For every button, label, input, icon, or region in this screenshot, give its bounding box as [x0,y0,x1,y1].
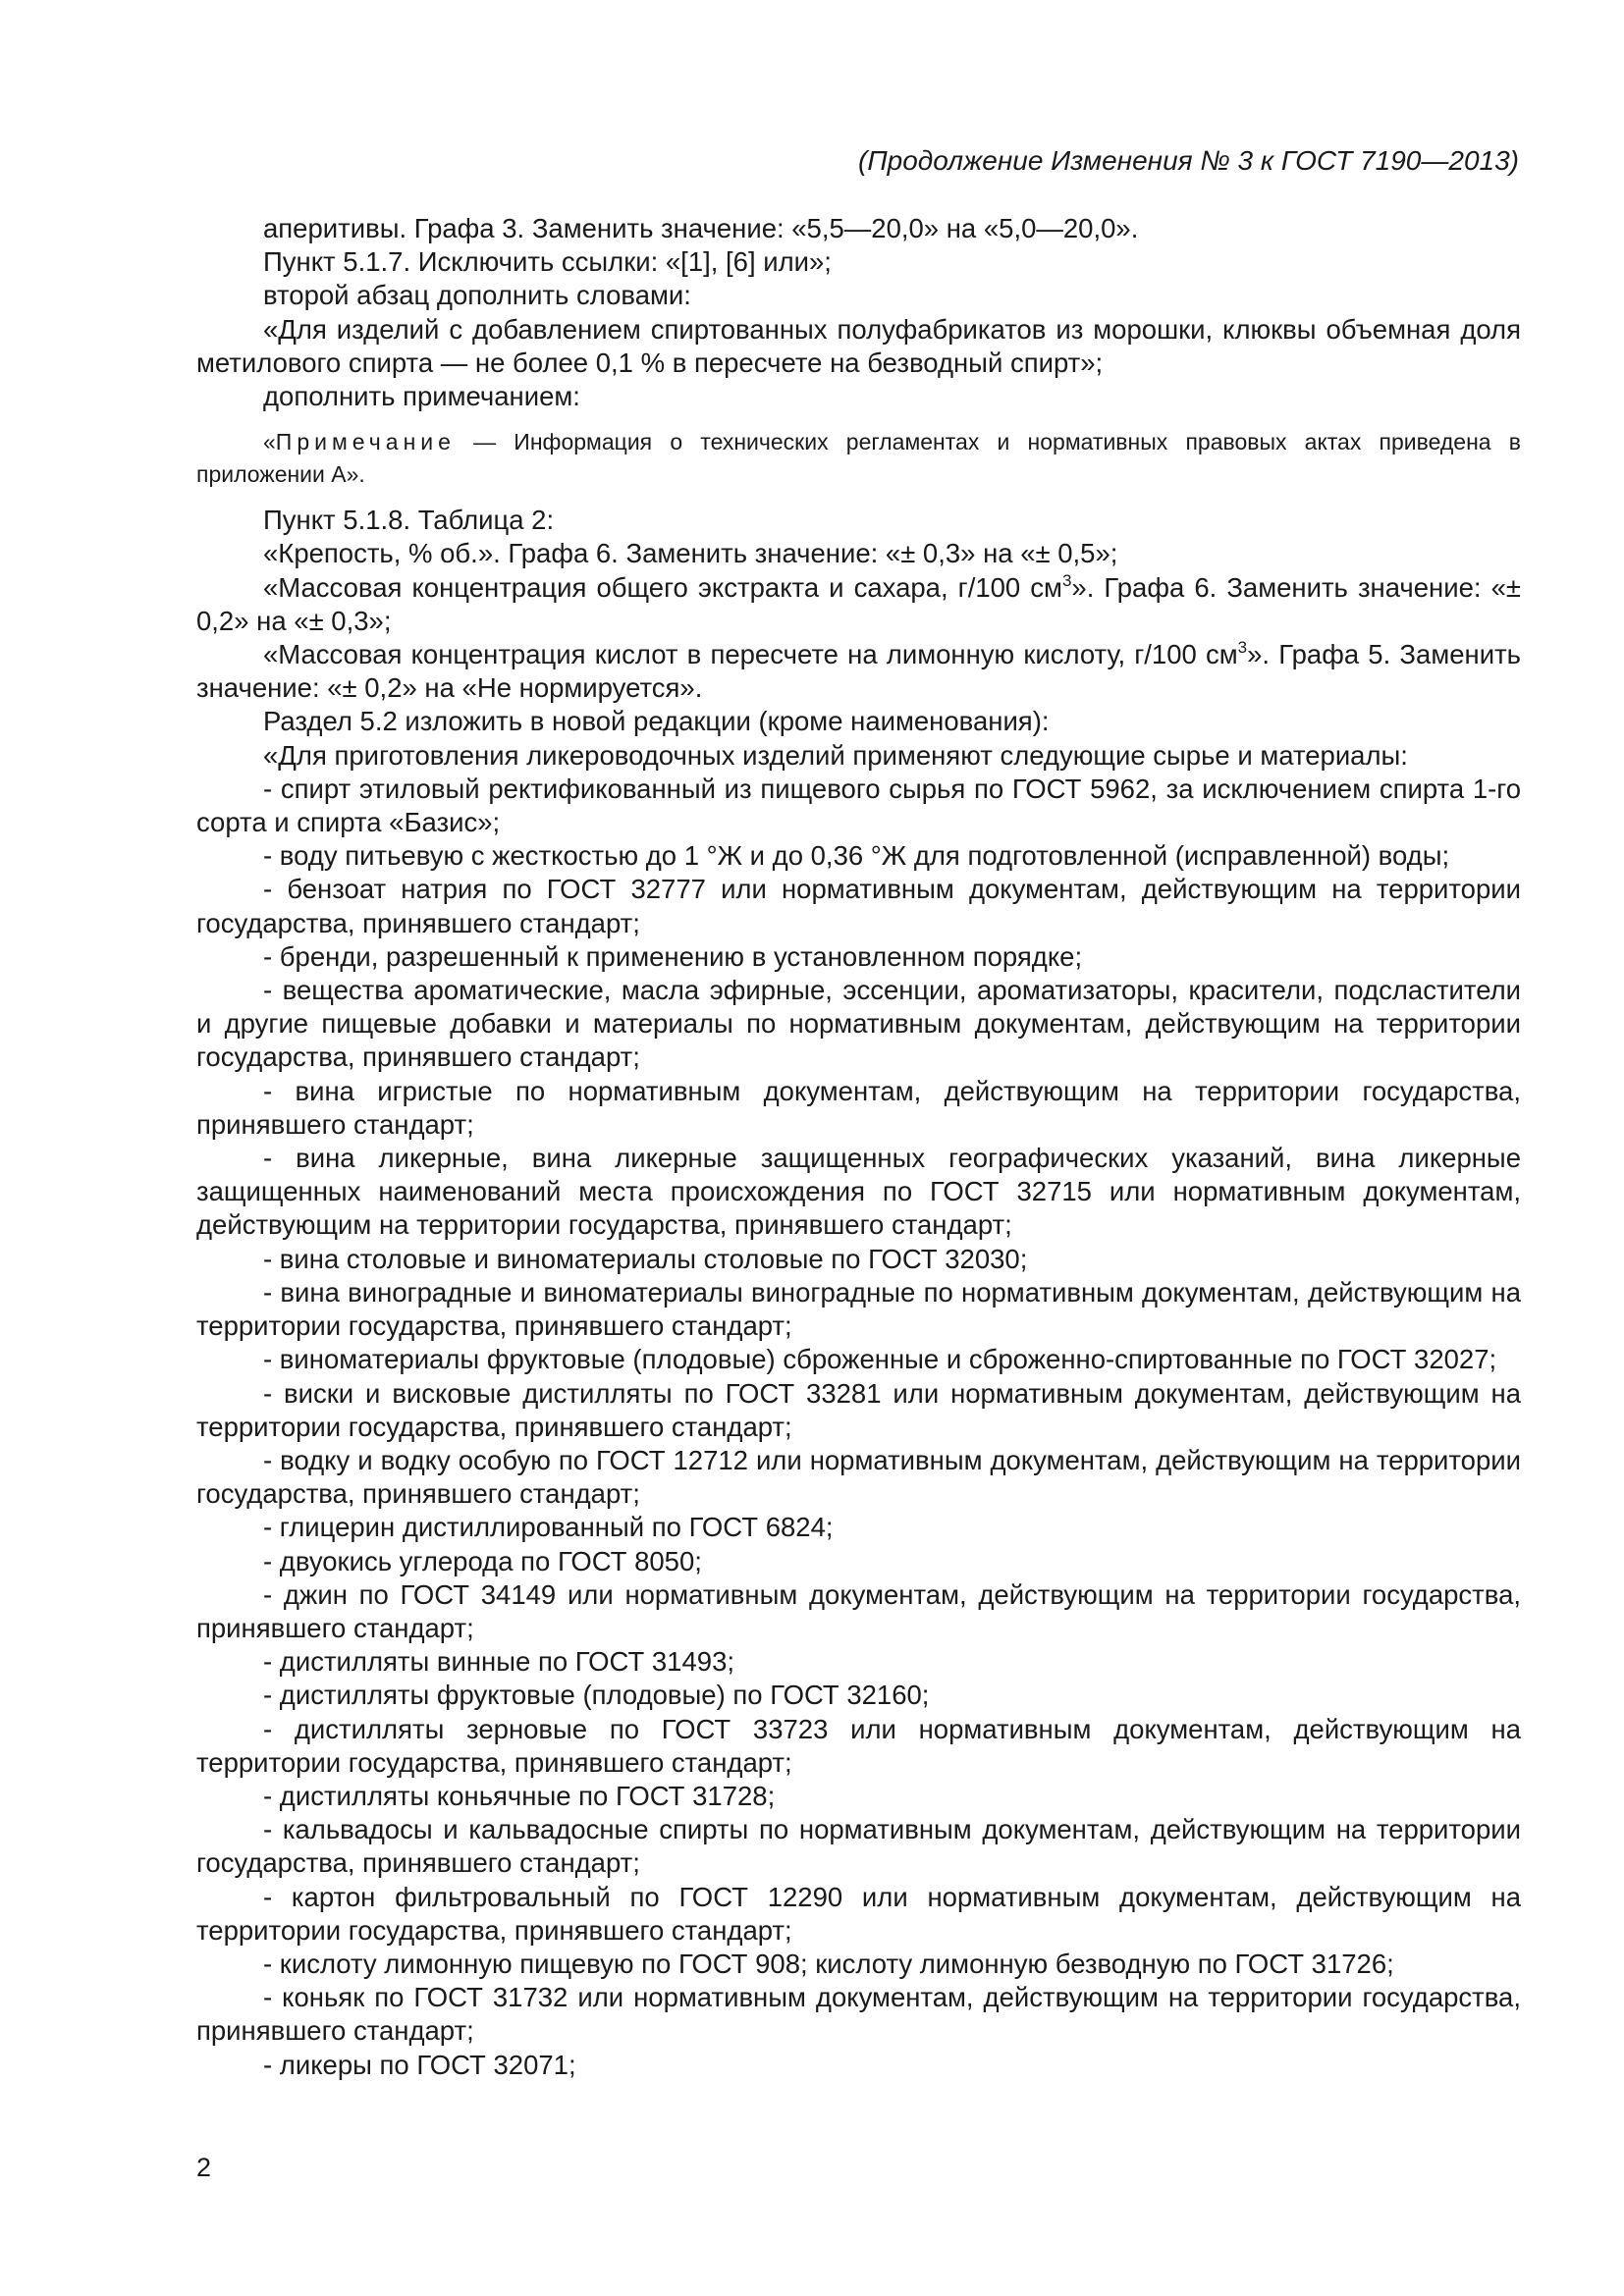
paragraph: Пункт 5.1.7. Исключить ссылки: «[1], [6] или»; [263,246,832,278]
list-item: - картон фильтровальный по ГОСТ 12290 или нормативным документам, действующим на территории государства, принявшего стандарт; [196,1881,1521,1946]
list-item: - виски и висковые дистилляты по ГОСТ 33281 или нормативным документам, действующим на территории государства, принявшего стандарт; [196,1377,1521,1442]
document-body [196,212,1521,2082]
paragraph-part: ». Графа 6. Заменить значение: «± 0,2» на «± 0,3»; [196,571,1521,636]
paragraph: аперитивы. Графа 3. Заменить значение: «5,5—20,0» на «5,0—20,0». [263,213,1139,243]
list-item: - бензоат натрия по ГОСТ 32777 или нормативным документам, действующим на территории государства, принявшего стандарт; [196,874,1521,938]
paragraph-part: ». Графа 5. Заменить значение: «± 0,2» на «Не нормируется». [196,639,1521,704]
list-item: - кислоту лимонную пищевую по ГОСТ 908; кислоту лимонную безводную по ГОСТ 31726; [263,1948,1394,1979]
list-item: - воду питьевую с жесткостью до 1 °Ж и до 0,36 °Ж для подготовленной (исправленной) воды; [263,840,1450,872]
paragraph [196,571,1521,638]
list-item: - дистилляты фруктовые (плодовые) по ГОСТ 32160; [263,1680,930,1711]
list-item: - вина ликерные, вина ликерные защищенных географических указаний, вина ликерные защищенных наименований места происхождения по ГОСТ 32715 или нормативным документам, действующим на территории государства, принявшего стандарт; [196,1143,1521,1241]
list-item: - ликеры по ГОСТ 32071; [263,2049,576,2080]
note-quote-open: « [263,429,276,455]
note-text: — Информация о технических регламентах и нормативных правовых актах приведена в приложении А». [196,429,1521,488]
paragraph: «Для изделий с добавлением спиртованных полуфабрикатов из морошки, клюквы объемная доля метилового спирта — не более 0,1 % в пересчете на безводный спирт»; [196,313,1521,378]
list-item: - кальвадосы и кальвадосные спирты по нормативным документам, действующим на территории государства, принявшего стандарт; [196,1814,1521,1879]
list-item: - двуокись углерода по ГОСТ 8050; [263,1545,702,1576]
list-item: - вещества ароматические, масла эфирные, эссенции, ароматизаторы, красители, подсластители и другие пищевые добавки и материалы по нормативным документам, действующим на территории государства, принявшего стандарт; [196,975,1521,1073]
list-item: - бренди, разрешенный к применению в установленном порядке; [263,940,1083,972]
list-item: - вина виноградные и виноматериалы виноградные по нормативным документам, действующим на территории государства, принявшего стандарт; [196,1276,1521,1342]
note-label: Примечание [275,429,456,455]
paragraph: Пункт 5.1.8. Таблица 2: [263,505,555,536]
paragraph-part: «Массовая концентрация кислот в пересчете на лимонную кислоту, г/100 см [263,639,1238,670]
paragraph [196,638,1521,705]
list-item: - спирт этиловый ректификованный из пищевого сырья по ГОСТ 5962, за исключением спирта 1-го сорта и спирта «Базис»; [196,773,1521,838]
list-item: - коньяк по ГОСТ 31732 или нормативным документам, действующим на территории государства, принявшего стандарт; [196,1982,1521,2047]
page-number: 2 [196,2153,212,2182]
paragraph: второй абзац дополнить словами: [263,280,691,311]
list-item: - виноматериалы фруктовые (плодовые) сброженные и сброженно-спиртованные по ГОСТ 32027; [263,1344,1497,1375]
paragraph: дополнить примечанием: [263,381,580,412]
page-header: (Продолжение Изменения № 3 к ГОСТ 7190—2013) [858,145,1519,176]
list-item: - глицерин дистиллированный по ГОСТ 6824; [263,1512,834,1543]
paragraph-part: «Массовая концентрация общего экстракта и сахара, г/100 см [263,571,1062,603]
superscript: 3 [1061,570,1072,590]
superscript: 3 [1237,638,1248,658]
paragraph: Раздел 5.2 изложить в новой редакции (кроме наименования): [263,706,1050,737]
paragraph: «Крепость, % об.». Графа 6. Заменить значение: «± 0,3» на «± 0,5»; [263,538,1118,569]
list-item: - вина столовые и виноматериалы столовые по ГОСТ 32030; [263,1243,1028,1274]
list-item: - дистилляты зерновые по ГОСТ 33723 или нормативным документам, действующим на территории государства, принявшего стандарт; [196,1713,1521,1778]
list-item: - вина игристые по нормативным документам, действующим на территории государства, принявшего стандарт; [196,1075,1521,1140]
list-item: - джин по ГОСТ 34149 или нормативным документам, действующим на территории государства, принявшего стандарт; [196,1578,1521,1643]
list-item: - дистилляты коньячные по ГОСТ 31728; [263,1780,776,1811]
list-item: - водку и водку особую по ГОСТ 12712 или нормативным документам, действующим на территории государства, принявшего стандарт; [196,1444,1521,1510]
paragraph: «Для приготовления ликероводочных изделий применяют следующие сырье и материалы: [263,739,1408,771]
note-paragraph [196,426,1521,491]
list-item: - дистилляты винные по ГОСТ 31493; [263,1646,735,1678]
materials-list [196,773,1521,2082]
